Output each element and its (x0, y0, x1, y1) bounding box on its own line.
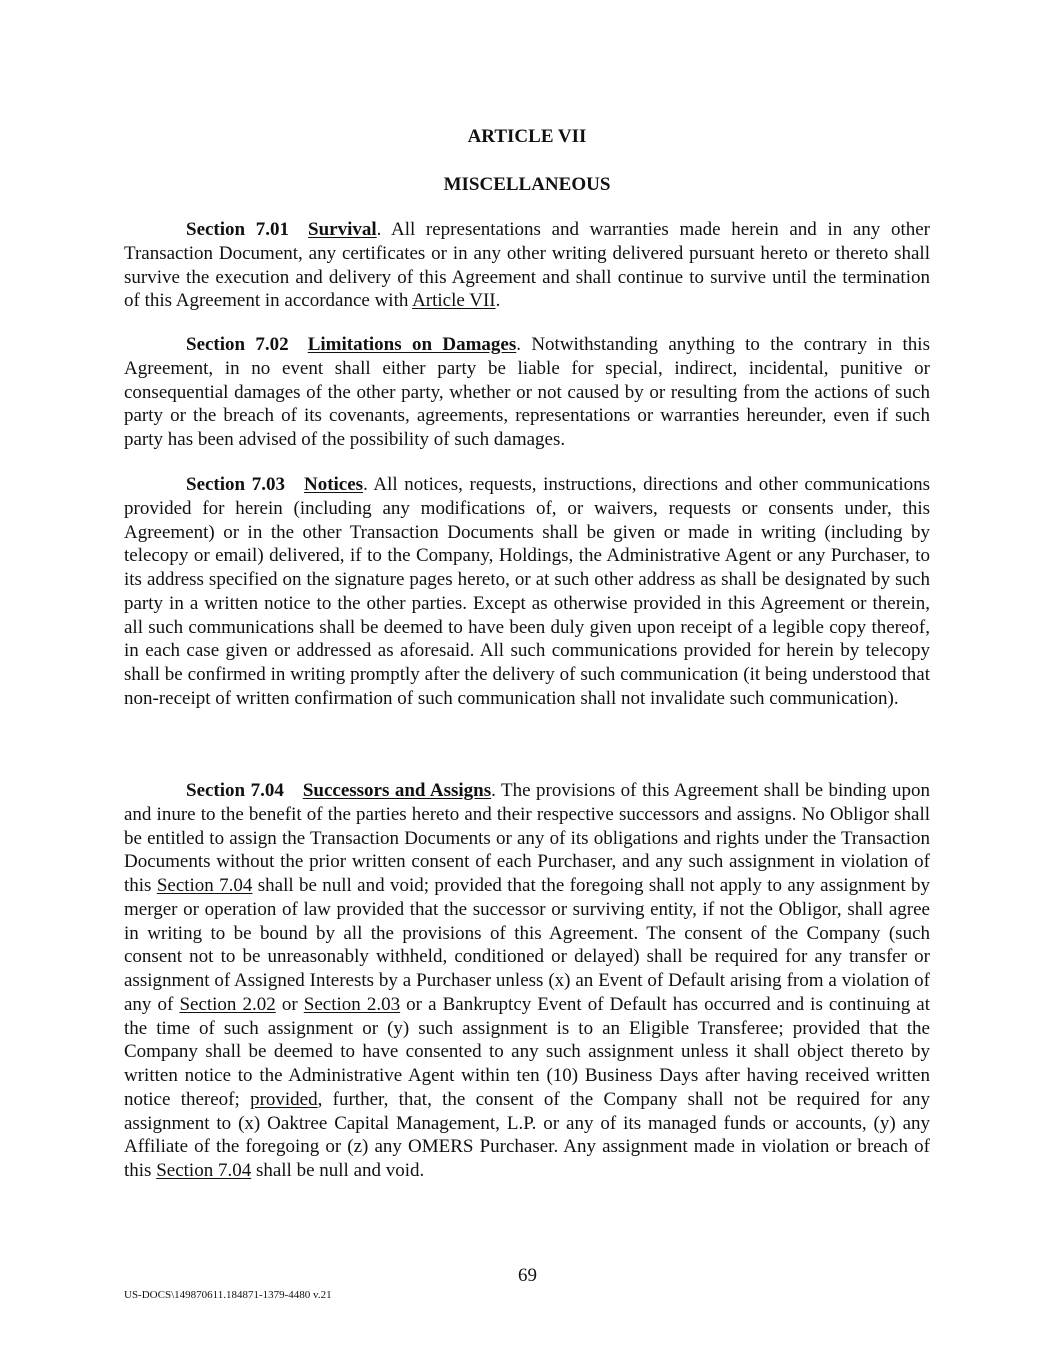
section-7-02 (124, 333, 930, 452)
section-text: or a Bankruptcy Event of Default has occurred and is continuing at the time of such assignment or (y) such assignment is to an Eligible Transferee; provided that the Company shall be deemed to have consented to any such assignment unless it shall object thereto by written notice to the Administrative Agent within ten (10) Business Days after having received written notice thereof; (124, 993, 930, 1110)
section-text: , further, that, the consent of the Company shall not be required for any assignment to (x) Oaktree Capital Management, L.P. or any of its managed funds or accounts, (y) any Affiliate of the foregoing or (z) any OMERS Purchaser. Any assignment made in violation or breach of this (124, 1088, 930, 1181)
section-text: shall be null and void. (251, 1160, 425, 1181)
section-text: shall be null and void; provided that the foregoing shall not apply to any assignment by merger or operation of law provided that the successor or surviving entity, if not the Obligor, shall agree in writing to be bound by all the provisions of this Agreement. The consent of the Company (such consent not to be unreasonably withheld, conditioned or delayed) shall be required for any transfer or assignment of Assigned Interests by a Purchaser unless (x) an Event of Default arising from a violation of any of (124, 875, 931, 1015)
section-text: . The provisions of this Agreement shall be binding upon and inure to the benefit of the parties hereto and their respective successors and assigns. No Obligor shall be entitled to assign the Transaction Documents or any of its obligations and rights under the Transaction Documents without the prior written consent of each Purchaser, and any such assignment in violation of this (124, 780, 930, 896)
section-number: Section 7.03 (186, 474, 285, 495)
cross-reference: Section 7.04 (156, 875, 253, 896)
section-7-04 (124, 779, 930, 1183)
document-footer-id: US-DOCS\149870611.184871-1379-4480 v.21 (124, 1289, 332, 1301)
section-text: . (495, 290, 501, 312)
cross-reference: Section 2.02 (179, 993, 276, 1015)
section-text: . All notices, requests, instructions, directions and other communications provided for herein (including any modifications of, or waivers, requests or consents under, this Agreement) or in the other Transaction Documents shall be given or made in writing (including by telecopy or email) delivered, if to the Company, Holdings, the Administrative Agent or any Purchaser, to its address specified on the signature pages hereto, or at such other address as shall be designated by such party in a written notice to the other parties. Except as otherwise provided in this Agreement or therein, all such communications shall be deemed to have been duly given upon receipt of a legible copy thereof, in each case given or addressed as aforesaid. All such communications provided for herein by telecopy shall be confirmed in writing promptly after the delivery of such communication (it being understood that non-receipt of written confirmation of such communication shall not invalidate such communication). (124, 474, 930, 709)
provided-term: provided (250, 1088, 318, 1110)
section-number: Section 7.04 (186, 780, 284, 801)
section-title: Limitations on Damages (307, 334, 517, 355)
cross-reference: Section 7.04 (156, 1160, 252, 1181)
article-title: MISCELLANEOUS (443, 174, 611, 195)
section-number: Section 7.01 (186, 219, 290, 240)
section-title: Notices (303, 474, 364, 495)
section-text: . All representations and warranties made herein and in any other Transaction Document, any certificates or in any other writing delivered pursuant hereto or thereto shall survive the execution and delivery of this Agreement and shall continue to survive until the termination of this Agreement in accordance with (124, 219, 930, 312)
article-number: ARTICLE VII (467, 126, 587, 147)
section-title: Survival (308, 219, 377, 240)
section-7-03 (124, 473, 930, 711)
section-number: Section 7.02 (186, 334, 289, 355)
section-text: . Notwithstanding anything to the contrary in this Agreement, in no event shall either party be liable for special, indirect, incidental, punitive or consequential damages of the other party, whether or not caused by or resulting from the actions of such party or the breach of its covenants, agreements, representations or warranties hereunder, even if such party has been advised of the possibility of such damages. (124, 334, 930, 450)
section-7-01 (124, 218, 930, 313)
cross-reference: Article VII (412, 290, 496, 312)
cross-reference: Section 2.03 (303, 993, 401, 1015)
section-text: or (275, 993, 304, 1015)
page-number: 69 (518, 1265, 537, 1286)
section-title: Successors and Assigns (302, 780, 492, 801)
